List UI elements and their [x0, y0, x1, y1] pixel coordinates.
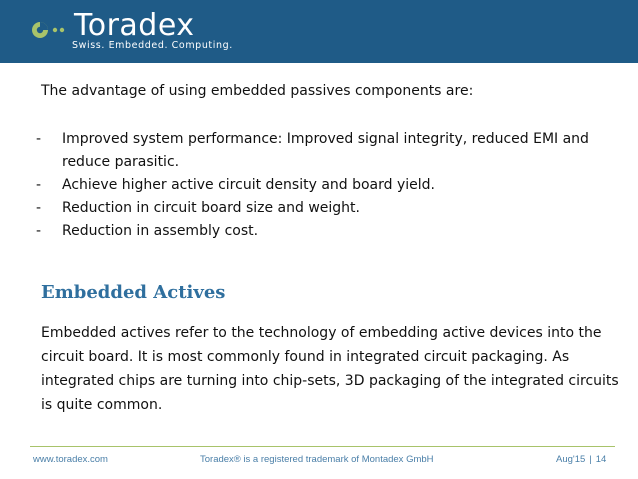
list-item-text: Achieve higher active circuit density and board yield. — [62, 177, 435, 193]
footer-divider — [30, 446, 615, 447]
footer-separator: | — [589, 454, 592, 465]
list-item — [36, 220, 616, 243]
page-number: 14 — [595, 454, 607, 465]
toradex-logo[interactable] — [30, 8, 233, 56]
toradex-logo-icon — [30, 18, 78, 42]
advantages-list — [36, 128, 616, 243]
list-item — [36, 197, 616, 220]
dash-bullet-icon: - — [36, 223, 42, 239]
intro-text: The advantage of using embedded passives components are: — [41, 83, 474, 99]
logo-wordmark: Toradex — [74, 8, 195, 43]
header-bar — [0, 0, 638, 63]
footer-trademark: Toradex® is a registered trademark of Montadex GmbH — [200, 454, 434, 465]
logo-tagline: Swiss. Embedded. Computing. — [72, 40, 233, 51]
dash-bullet-icon: - — [36, 131, 42, 147]
footer-page-info — [556, 454, 606, 465]
list-item-text: Reduction in assembly cost. — [62, 223, 259, 239]
list-item — [36, 174, 616, 197]
section-body: Embedded actives refer to the technology of embedding active devices into the circuit board. It is most commonly found in integrated circuit packaging. As integrated chips are turning into chip-sets, 3D packaging of the integrated circuits is quite common. — [41, 325, 619, 413]
footer-date: Aug'15 — [556, 454, 586, 465]
list-item-text: Improved system performance: Improved signal integrity, reduced EMI and reduce parasitic. — [62, 131, 589, 170]
footer-website-link[interactable]: www.toradex.com — [33, 454, 108, 465]
dash-bullet-icon: - — [36, 177, 42, 193]
section-title: Embedded Actives — [41, 282, 226, 303]
list-item — [36, 128, 616, 174]
list-item-text: Reduction in circuit board size and weight. — [62, 200, 360, 216]
dash-bullet-icon: - — [36, 200, 42, 216]
